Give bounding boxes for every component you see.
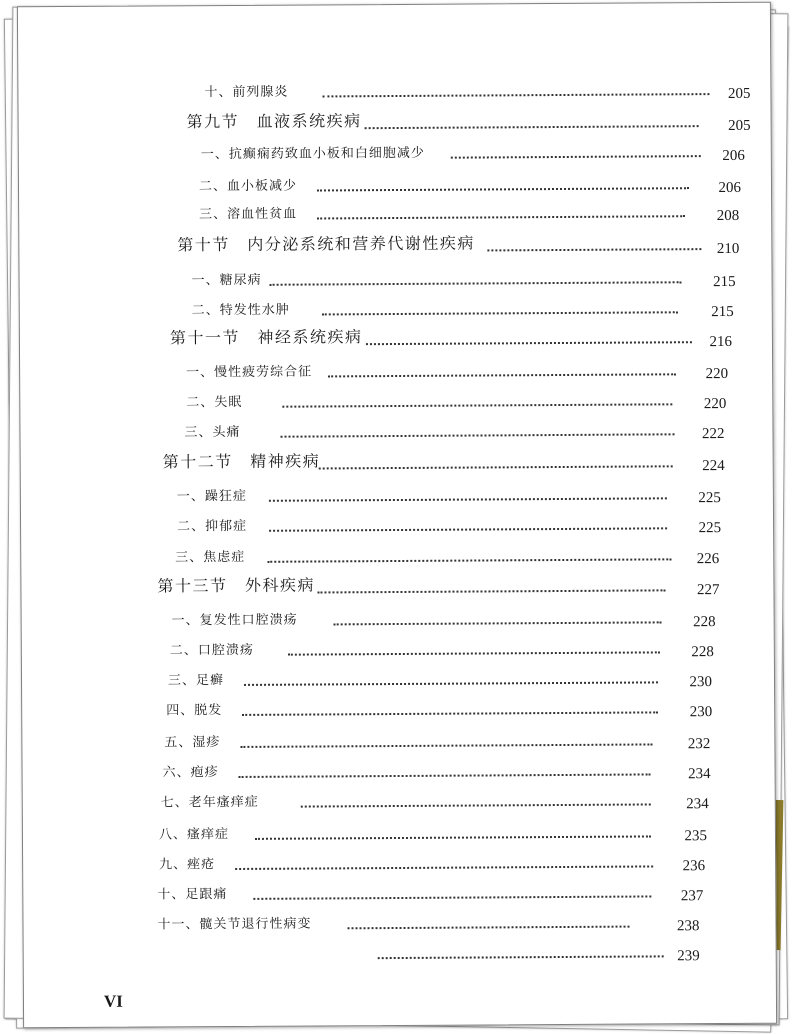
toc-item-entry — [171, 603, 716, 631]
toc-leader-dots — [269, 497, 667, 501]
toc-entry-title: 第十三节 外科疾病 — [157, 575, 315, 596]
toc-leader-dots — [270, 281, 682, 286]
toc-entry-title: 一、慢性疲劳综合征 — [186, 364, 313, 381]
toc-leader-dots — [235, 865, 653, 870]
toc-leader-dots — [267, 558, 671, 562]
toc-entry-page-number: 225 — [698, 520, 722, 537]
toc-item-entry — [157, 877, 704, 905]
toc-entry-page-number: 206 — [718, 179, 742, 197]
page-number-roman: VI — [103, 991, 123, 1011]
toc-leader-dots — [282, 403, 672, 407]
toc-entry-page-number: 226 — [696, 551, 720, 568]
toc-entry-title: 六、疱疹 — [162, 765, 219, 781]
toc-entry-title: 三、焦虑症 — [175, 549, 246, 566]
toc-leader-dots — [378, 955, 664, 959]
toc-entry-title: 九、痤疮 — [159, 857, 216, 873]
toc-entry-page-number: 238 — [676, 918, 700, 935]
toc-leader-dots — [317, 187, 689, 191]
toc-leader-dots — [348, 926, 630, 930]
toc-entry-page-number: 228 — [693, 614, 716, 631]
toc-item-entry — [167, 663, 713, 691]
toc-leader-dots — [366, 341, 692, 345]
toc-leader-dots — [244, 681, 658, 686]
toc-leader-dots — [334, 621, 662, 625]
toc-item-entry — [157, 907, 700, 935]
toc-leader-dots — [301, 803, 651, 807]
toc-leader-dots — [253, 895, 651, 899]
toc-entry-page-number: 225 — [698, 490, 721, 507]
toc-section-entry — [162, 447, 725, 475]
toc-item-entry — [158, 817, 708, 845]
toc-leader-dots — [242, 711, 658, 716]
toc-entry-page-number: 220 — [703, 395, 727, 413]
toc-entry-title: 第十一节 神经系统疾病 — [169, 327, 363, 348]
toc-entry-page-number: 215 — [711, 303, 734, 321]
toc-item-entry — [160, 785, 709, 813]
toc-item-entry — [158, 937, 700, 965]
toc-entry-title: 一、糖尿病 — [191, 272, 262, 289]
toc-entry-page-number: 235 — [684, 828, 708, 845]
toc-leader-dots — [269, 527, 667, 531]
toc-item-entry — [162, 755, 711, 783]
toc-section-entry — [169, 323, 732, 351]
toc-entry-page-number: 205 — [727, 85, 751, 102]
toc-entry-page-number: 222 — [701, 425, 725, 443]
toc-item-entry — [186, 355, 729, 383]
toc-section-entry — [157, 571, 720, 599]
toc-item-entry — [159, 847, 706, 875]
toc-item-entry — [169, 633, 714, 661]
toc-entry-page-number: 234 — [688, 766, 711, 783]
toc-entry-page-number: 215 — [713, 273, 736, 291]
toc-entry-page-number: 206 — [722, 147, 745, 165]
toc-page — [17, 2, 777, 1029]
toc-leader-dots — [255, 835, 651, 839]
toc-entry-title: 二、特发性水肿 — [191, 302, 290, 319]
toc-leader-dots — [322, 311, 678, 315]
toc-entry-title: 五、湿疹 — [164, 735, 221, 751]
toc-entry-title: 二、血小板减少 — [198, 178, 298, 195]
toc-item-entry — [186, 385, 727, 413]
toc-entry-title: 八、瘙痒症 — [158, 827, 230, 843]
toc-entry-title: 第十节 内分泌系统和营养代谢性疾病 — [177, 233, 475, 255]
toc-leader-dots — [365, 125, 699, 129]
toc-entry-page-number: 239 — [677, 948, 700, 965]
toc-entry-title: 二、口腔溃疡 — [169, 642, 254, 659]
toc-section-entry — [187, 107, 751, 132]
toc-leader-dots — [328, 373, 676, 377]
toc-entry-page-number: 210 — [716, 240, 740, 258]
toc-item-entry — [177, 509, 722, 537]
toc-entry-title: 十、前列腺炎 — [204, 84, 289, 101]
toc-entry-title: 三、溶血性贫血 — [199, 206, 298, 223]
toc-entry-title: 一、躁狂症 — [176, 488, 247, 505]
toc-entry-page-number: 236 — [682, 858, 706, 875]
toc-item-entry — [191, 293, 734, 321]
toc-leader-dots — [319, 465, 673, 469]
toc-leader-dots — [317, 215, 685, 219]
toc-entry-title: 四、脱发 — [166, 703, 223, 719]
toc-entry-title: 一、抗癫痫药致血小板和白细胞减少 — [200, 145, 425, 163]
toc-item-entry — [175, 540, 720, 568]
toc-entry-page-number: 208 — [716, 207, 740, 225]
toc-entry-page-number: 228 — [691, 644, 714, 661]
toc-entry-title: 三、头痛 — [184, 424, 241, 441]
toc-entry-title: 二、抑郁症 — [177, 518, 248, 535]
toc-section-entry — [177, 230, 740, 258]
toc-leader-dots — [487, 248, 701, 251]
toc-entry-title: 二、失眠 — [186, 394, 243, 411]
toc-entry-title: 十、足跟痛 — [157, 887, 228, 903]
toc-item-entry — [200, 137, 745, 165]
toc-entry-title: 第九节 血液系统疾病 — [186, 111, 362, 132]
toc-entry-page-number: 234 — [686, 796, 709, 813]
toc-leader-dots — [240, 743, 652, 748]
toc-entry-page-number: 224 — [702, 457, 725, 475]
toc-entry-page-number: 232 — [687, 736, 711, 753]
toc-leader-dots — [322, 93, 709, 97]
toc-item-entry — [164, 725, 711, 753]
toc-entry-title: 七、老年瘙痒症 — [160, 794, 259, 811]
toc-item-entry — [184, 415, 725, 443]
toc-entry-page-number: 216 — [709, 333, 732, 351]
toc-leader-dots — [317, 589, 665, 593]
toc-entry-title: 一、复发性口腔溃疡 — [171, 612, 298, 629]
toc-entry-title: 第十二节 精神疾病 — [162, 451, 321, 472]
toc-entry-page-number: 220 — [705, 365, 729, 383]
toc-leader-dots — [239, 773, 651, 778]
toc-entry-title: 三、足癣 — [167, 673, 225, 689]
toc-entry-page-number: 230 — [689, 674, 713, 691]
toc-item-entry — [166, 693, 713, 721]
toc-item-entry — [191, 263, 736, 291]
toc-item-entry — [199, 197, 740, 225]
toc-item-entry — [204, 75, 750, 100]
toc-item-entry — [176, 479, 721, 507]
toc-entry-page-number: 227 — [696, 582, 720, 599]
toc-item-entry — [198, 169, 742, 197]
toc-leader-dots — [288, 651, 660, 655]
toc-entry-page-number: 237 — [680, 888, 704, 905]
toc-entry-page-number: 230 — [689, 704, 713, 721]
toc-entry-title: 十一、髋关节退行性病变 — [157, 916, 312, 933]
toc-leader-dots — [451, 155, 701, 159]
toc-entry-page-number: 205 — [728, 117, 751, 134]
toc-list — [18, 3, 770, 965]
toc-leader-dots — [281, 433, 675, 437]
